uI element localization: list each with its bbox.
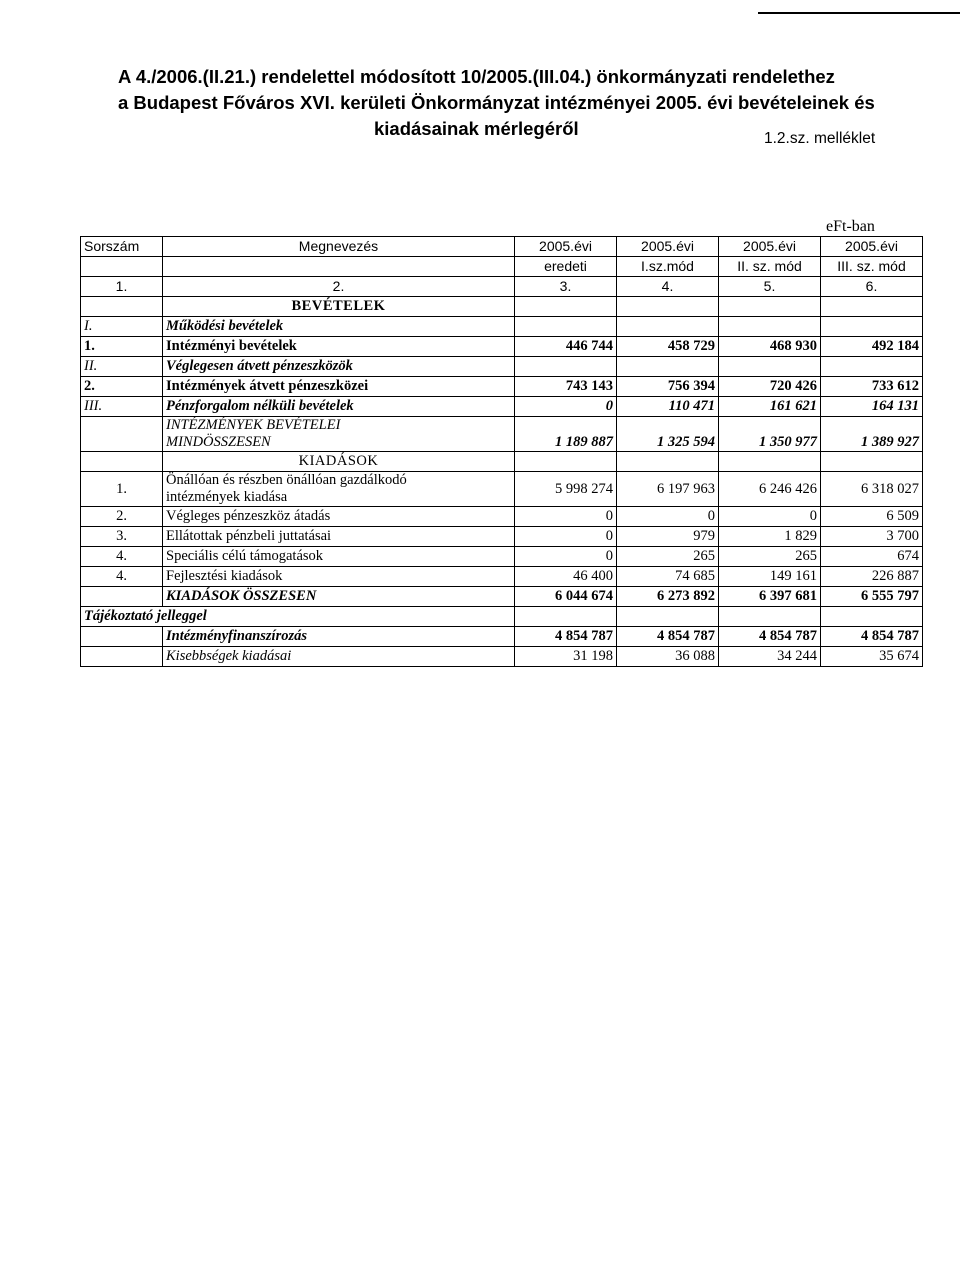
table-row [81, 472, 923, 507]
section-expenses-row [81, 452, 923, 472]
row-label: KIADÁSOK ÖSSZESEN [163, 587, 515, 607]
value-cell: 265 [617, 547, 719, 567]
table-row [81, 647, 923, 667]
value-cell: 5 998 274 [515, 472, 617, 507]
header-row-2 [81, 257, 923, 277]
value-cell: 149 161 [719, 567, 821, 587]
header-row-3 [81, 277, 923, 297]
row-label: Véglegesen átvett pénzeszközök [163, 357, 515, 377]
value-cell: 0 [719, 507, 821, 527]
value-cell: 110 471 [617, 397, 719, 417]
header-cell: III. sz. mód [821, 257, 923, 277]
value-cell: 0 [515, 397, 617, 417]
header-cell: 2005.évi [821, 237, 923, 257]
table-row [81, 567, 923, 587]
header-cell: 5. [719, 277, 821, 297]
section-expenses-heading: KIADÁSOK [163, 452, 515, 472]
value-cell: 0 [515, 547, 617, 567]
value-cell: 743 143 [515, 377, 617, 397]
value-cell: 3 700 [821, 527, 923, 547]
value-cell: 265 [719, 547, 821, 567]
value-cell: 6 555 797 [821, 587, 923, 607]
table-row [81, 507, 923, 527]
value-cell: 164 131 [821, 397, 923, 417]
value-cell: 1 389 927 [821, 417, 923, 452]
value-cell: 31 198 [515, 647, 617, 667]
table-row [81, 377, 923, 397]
row-number: 2. [81, 507, 163, 527]
row-number: 2. [81, 377, 163, 397]
header-cell: II. sz. mód [719, 257, 821, 277]
top-rule [758, 0, 960, 14]
value-cell: 0 [515, 507, 617, 527]
header-cell: 3. [515, 277, 617, 297]
table-row [81, 627, 923, 647]
value-cell: 4 854 787 [821, 627, 923, 647]
value-cell: 674 [821, 547, 923, 567]
row-label-line: INTÉZMÉNYEK BEVÉTELEI [166, 417, 341, 433]
row-number: III. [81, 397, 163, 417]
value-cell: 4 854 787 [617, 627, 719, 647]
header-row-1 [81, 237, 923, 257]
header-cell: Sorszám [81, 237, 163, 257]
row-number: 1. [81, 337, 163, 357]
value-cell: 458 729 [617, 337, 719, 357]
row-label: Intézmények átvett pénzeszközei [163, 377, 515, 397]
header-cell [81, 257, 163, 277]
value-cell: 468 930 [719, 337, 821, 357]
row-number: I. [81, 317, 163, 337]
table-row [81, 547, 923, 567]
unit-label: eFt-ban [826, 218, 875, 235]
header-cell: 1. [81, 277, 163, 297]
value-cell: 4 854 787 [719, 627, 821, 647]
header-cell: eredeti [515, 257, 617, 277]
header-cell: Megnevezés [163, 237, 515, 257]
value-cell: 6 197 963 [617, 472, 719, 507]
title-line-3: kiadásainak mérlegéről [374, 118, 579, 139]
value-cell: 6 509 [821, 507, 923, 527]
section-info-heading: Tájékoztató jelleggel [81, 607, 515, 627]
row-label: Pénzforgalom nélküli bevételek [163, 397, 515, 417]
budget-table [80, 236, 923, 667]
value-cell: 1 829 [719, 527, 821, 547]
row-label: Ellátottak pénzbeli juttatásai [163, 527, 515, 547]
value-cell: 6 397 681 [719, 587, 821, 607]
value-cell: 979 [617, 527, 719, 547]
table-row-expenses-total [81, 587, 923, 607]
section-income-heading: BEVÉTELEK [163, 297, 515, 317]
value-cell: 756 394 [617, 377, 719, 397]
row-number: 4. [81, 567, 163, 587]
title-line-1: A 4./2006.(II.21.) rendelettel módosított 10/2005.(III.04.) önkormányzati rendelethez [118, 66, 835, 87]
row-label: Intézményfinanszírozás [163, 627, 515, 647]
row-label: Fejlesztési kiadások [163, 567, 515, 587]
value-cell: 226 887 [821, 567, 923, 587]
header-cell: 6. [821, 277, 923, 297]
row-label-line: Önállóan és részben önállóan gazdálkodó [166, 472, 407, 488]
row-label [163, 417, 515, 452]
table-row [81, 337, 923, 357]
value-cell: 6 318 027 [821, 472, 923, 507]
header-cell: 2005.évi [515, 237, 617, 257]
section-income-row [81, 297, 923, 317]
row-number: 1. [81, 472, 163, 507]
value-cell: 4 854 787 [515, 627, 617, 647]
value-cell: 161 621 [719, 397, 821, 417]
row-label: Működési bevételek [163, 317, 515, 337]
value-cell: 1 325 594 [617, 417, 719, 452]
value-cell: 1 350 977 [719, 417, 821, 452]
table-row [81, 397, 923, 417]
table-row [81, 317, 923, 337]
table-row [81, 527, 923, 547]
value-cell: 6 044 674 [515, 587, 617, 607]
value-cell: 6 273 892 [617, 587, 719, 607]
row-number: 4. [81, 547, 163, 567]
row-label: Végleges pénzeszköz átadás [163, 507, 515, 527]
annex-label: 1.2.sz. melléklet [764, 130, 876, 147]
header-cell: 2005.évi [719, 237, 821, 257]
row-number: II. [81, 357, 163, 377]
value-cell: 35 674 [821, 647, 923, 667]
value-cell: 46 400 [515, 567, 617, 587]
row-label: Speciális célú támogatások [163, 547, 515, 567]
value-cell: 0 [515, 527, 617, 547]
section-info-row [81, 607, 923, 627]
value-cell: 0 [617, 507, 719, 527]
value-cell: 492 184 [821, 337, 923, 357]
header-cell: 2. [163, 277, 515, 297]
value-cell: 1 189 887 [515, 417, 617, 452]
header-cell: I.sz.mód [617, 257, 719, 277]
value-cell: 74 685 [617, 567, 719, 587]
header-cell [163, 257, 515, 277]
value-cell: 36 088 [617, 647, 719, 667]
row-label [163, 472, 515, 507]
table-row [81, 357, 923, 377]
value-cell: 720 426 [719, 377, 821, 397]
value-cell: 446 744 [515, 337, 617, 357]
value-cell: 733 612 [821, 377, 923, 397]
row-label: Intézményi bevételek [163, 337, 515, 357]
row-label: Kisebbségek kiadásai [163, 647, 515, 667]
value-cell: 6 246 426 [719, 472, 821, 507]
header-cell: 2005.évi [617, 237, 719, 257]
header-cell: 4. [617, 277, 719, 297]
row-label-line: MINDÖSSZESEN [166, 434, 271, 450]
row-label-line: intézmények kiadása [166, 489, 288, 505]
table-row-income-total [81, 417, 923, 452]
row-number: 3. [81, 527, 163, 547]
value-cell: 34 244 [719, 647, 821, 667]
title-line-2: a Budapest Főváros XVI. kerületi Önkormányzat intézményei 2005. évi bevételeinek és [118, 92, 875, 113]
